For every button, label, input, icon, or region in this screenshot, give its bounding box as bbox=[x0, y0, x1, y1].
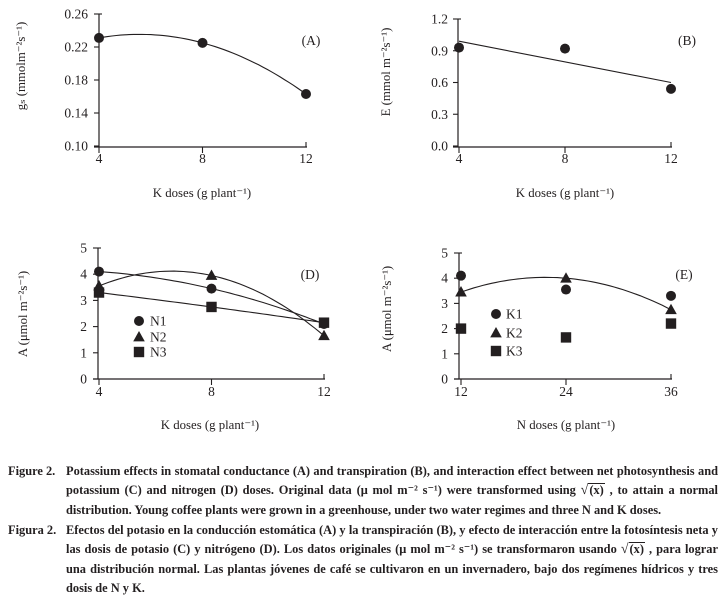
caption-english-label: Figure 2. bbox=[8, 464, 56, 478]
legend-label: K1 bbox=[506, 306, 523, 322]
y-tick-label: 5 bbox=[441, 245, 448, 261]
data-point-K3 bbox=[561, 332, 571, 342]
x-tick-label: 4 bbox=[95, 384, 103, 399]
caption-english bbox=[8, 462, 718, 519]
y-tick-label: 1 bbox=[80, 345, 87, 361]
y-tick-label: 0 bbox=[80, 371, 87, 387]
y-tick-label: 3 bbox=[80, 292, 87, 308]
legend-marker-K1 bbox=[491, 309, 501, 319]
caption-spanish bbox=[8, 521, 718, 597]
legend-label: N1 bbox=[150, 313, 167, 329]
x-tick-label: 12 bbox=[454, 384, 468, 399]
x-tick-label: 12 bbox=[664, 151, 678, 166]
figure-captions bbox=[8, 462, 718, 600]
legend-marker-K2 bbox=[490, 327, 502, 337]
caption-spanish-part2: , para lograr una distribución normal. Las plantas jóvenes de café se cultivaron en un invernadero, bajo dos regímenes hídricos y tres dosis de N y K. bbox=[66, 542, 718, 595]
data-point-E bbox=[666, 84, 676, 94]
x-tick-label: 12 bbox=[299, 151, 313, 166]
data-point-gs bbox=[301, 89, 311, 99]
x-axis-title: K doses (g plant⁻¹) bbox=[152, 186, 252, 200]
panel-letter: (A) bbox=[301, 33, 321, 48]
panel-letter: (E) bbox=[675, 267, 693, 282]
x-tick-label: 4 bbox=[455, 151, 463, 166]
data-point-E bbox=[560, 44, 570, 54]
y-axis-title: A (μmol m⁻²s⁻¹) bbox=[380, 265, 394, 353]
x-axis-title: N doses (g plant⁻¹) bbox=[516, 418, 616, 432]
x-axis-title: K doses (g plant⁻¹) bbox=[515, 186, 615, 200]
x-tick-label: 24 bbox=[559, 384, 573, 399]
data-point-N1 bbox=[207, 284, 217, 294]
y-tick-label: 0.18 bbox=[64, 72, 88, 88]
legend-marker-N3 bbox=[134, 347, 144, 357]
y-tick-label: 0.14 bbox=[64, 105, 88, 121]
legend-label: N2 bbox=[150, 329, 167, 345]
data-point-gs bbox=[198, 38, 208, 48]
legend-label: N3 bbox=[150, 344, 167, 360]
caption-english-part1: Potassium effects in stomatal conductance (A) and transpiration (B), and interaction effect between net photosynthesis and potassium (C) and nitrogen (D) doses. Original data (μ mol m⁻² s⁻¹) were transformed using bbox=[66, 464, 718, 497]
panel-letter: (B) bbox=[678, 33, 696, 48]
y-tick-label: 0.26 bbox=[64, 6, 88, 22]
y-tick-label: 3 bbox=[441, 295, 448, 311]
data-point-K3 bbox=[666, 318, 676, 328]
data-point-K3 bbox=[456, 323, 466, 333]
y-axis-title: E (mmol m⁻²s⁻¹) bbox=[379, 27, 393, 117]
y-tick-label: 0.10 bbox=[64, 138, 88, 154]
legend-label: K3 bbox=[506, 343, 523, 359]
y-tick-label: 1 bbox=[441, 346, 448, 362]
legend-marker-N2 bbox=[133, 331, 145, 341]
panel-letter: (D) bbox=[300, 267, 320, 282]
chart-panel-D bbox=[16, 241, 331, 433]
data-point-gs bbox=[94, 33, 104, 43]
data-point-K1 bbox=[456, 271, 466, 281]
x-tick-label: 8 bbox=[208, 384, 215, 399]
chart-panel-B bbox=[379, 12, 696, 201]
legend-label: K2 bbox=[506, 325, 523, 341]
y-tick-label: 0.3 bbox=[431, 106, 448, 122]
caption-spanish-label: Figura 2. bbox=[8, 523, 57, 538]
data-point-N3 bbox=[94, 287, 104, 297]
y-tick-label: 4 bbox=[80, 266, 87, 282]
caption-spanish-part1: Efectos del potasio en la conducción estomática (A) y la transpiración (B), y efecto de interacción entre la fotosíntesis neta y las dosis de potasio (C) y nitrógeno (D). Los datos originales (μ mol m⁻² s⁻¹) se transformaron usando bbox=[66, 523, 718, 557]
caption-english-part2: , to attain a normal distribution. Young coffee plants were grown in a greenhouse, under two water regimes and three N and K doses. bbox=[66, 482, 718, 517]
y-tick-label: 0.0 bbox=[431, 138, 448, 154]
y-tick-label: 0.6 bbox=[431, 75, 448, 90]
x-axis-title: K doses (g plant⁻¹) bbox=[160, 418, 260, 432]
y-tick-label: 1.2 bbox=[431, 11, 448, 27]
y-axis-title: gₛ (mmolm⁻²s⁻¹) bbox=[14, 21, 28, 111]
x-tick-label: 36 bbox=[664, 384, 678, 399]
data-point-K2 bbox=[665, 304, 677, 314]
x-tick-label: 4 bbox=[95, 151, 103, 166]
y-tick-label: 4 bbox=[441, 270, 448, 286]
y-tick-label: 0 bbox=[441, 371, 448, 387]
y-tick-label: 2 bbox=[80, 319, 87, 335]
y-axis-title: A (μmol m⁻²s⁻¹) bbox=[16, 270, 30, 358]
chart-panel-A bbox=[14, 7, 320, 201]
x-tick-label: 12 bbox=[317, 384, 331, 399]
data-point-N2 bbox=[318, 330, 330, 340]
x-tick-label: 8 bbox=[561, 151, 569, 166]
legend-marker-K3 bbox=[491, 346, 501, 356]
x-tick-label: 8 bbox=[199, 151, 206, 166]
data-point-K1 bbox=[561, 285, 571, 295]
legend-marker-N1 bbox=[134, 316, 144, 326]
chart-panel-E bbox=[380, 246, 693, 433]
sqrt-icon: √ bbox=[580, 482, 589, 498]
y-tick-label: 5 bbox=[80, 240, 87, 256]
data-point-K1 bbox=[666, 291, 676, 301]
y-tick-label: 0.9 bbox=[431, 43, 448, 59]
sqrt-radicand: (x) bbox=[589, 482, 604, 497]
sqrt-icon: √ bbox=[620, 542, 629, 558]
y-tick-label: 0.22 bbox=[64, 39, 88, 55]
y-tick-label: 2 bbox=[441, 321, 448, 337]
data-point-E bbox=[454, 43, 464, 53]
data-point-N1 bbox=[94, 267, 104, 277]
sqrt-radicand: (x) bbox=[629, 542, 644, 557]
data-point-N3 bbox=[206, 302, 216, 312]
data-point-N3 bbox=[319, 317, 329, 327]
